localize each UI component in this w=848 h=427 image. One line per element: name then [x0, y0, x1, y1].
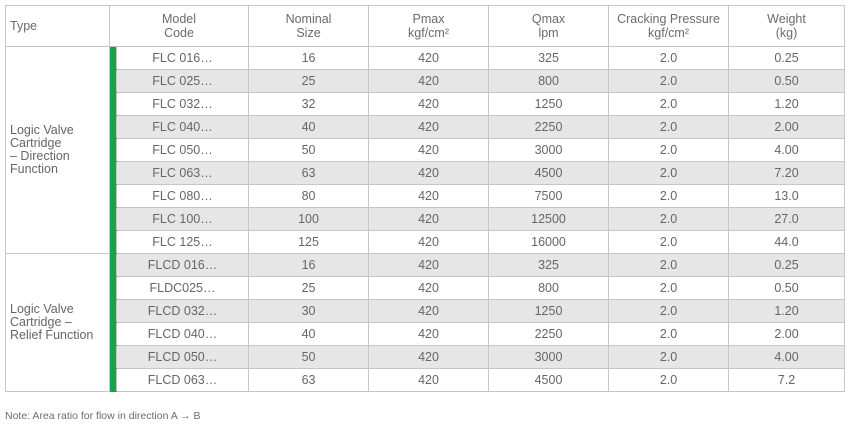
nominal-size-cell: 30	[249, 300, 369, 323]
pmax-cell: 420	[369, 254, 489, 277]
model-code-cell: FLDC025…	[117, 277, 249, 300]
table-row	[6, 93, 845, 116]
model-code-cell: FLC 063…	[117, 162, 249, 185]
qmax-cell: 2250	[489, 116, 609, 139]
green-accent-bar	[110, 254, 117, 277]
cracking-pressure-cell: 2.0	[609, 369, 729, 392]
table-row	[6, 369, 845, 392]
weight-cell: 7.20	[729, 162, 845, 185]
cracking-pressure-cell: 2.0	[609, 277, 729, 300]
green-accent-bar	[110, 93, 117, 116]
cracking-pressure-cell: 2.0	[609, 323, 729, 346]
pmax-cell: 420	[369, 323, 489, 346]
table-row	[6, 254, 845, 277]
pmax-cell: 420	[369, 369, 489, 392]
green-accent-bar	[110, 116, 117, 139]
table-row	[6, 300, 845, 323]
table-row	[6, 208, 845, 231]
cracking-pressure-cell: 2.0	[609, 139, 729, 162]
weight-cell: 7.2	[729, 369, 845, 392]
green-accent-bar	[110, 300, 117, 323]
table-row	[6, 323, 845, 346]
green-accent-bar	[110, 139, 117, 162]
type-header: Type	[6, 6, 110, 47]
model-code-cell: FLCD 016…	[117, 254, 249, 277]
nominal-size-cell: 25	[249, 277, 369, 300]
green-accent-bar	[110, 70, 117, 93]
cracking-pressure-cell: 2.0	[609, 231, 729, 254]
qmax-cell: 800	[489, 277, 609, 300]
green-accent-bar	[110, 323, 117, 346]
model-code-cell: FLC 050…	[117, 139, 249, 162]
qmax-cell: 2250	[489, 323, 609, 346]
qmax-cell: 1250	[489, 93, 609, 116]
qmax-cell: 1250	[489, 300, 609, 323]
model-code-cell: FLC 016…	[117, 47, 249, 70]
weight-cell: 0.50	[729, 70, 845, 93]
pmax-cell: 420	[369, 300, 489, 323]
nominal-size-cell: 80	[249, 185, 369, 208]
nominal-size-header: Nominal Size	[249, 6, 369, 47]
weight-cell: 13.0	[729, 185, 845, 208]
model-code-header: Model Code	[110, 6, 249, 47]
pmax-cell: 420	[369, 162, 489, 185]
qmax-cell: 4500	[489, 369, 609, 392]
cracking-pressure-cell: 2.0	[609, 346, 729, 369]
nominal-size-cell: 16	[249, 47, 369, 70]
nominal-size-cell: 63	[249, 162, 369, 185]
cracking-pressure-header: Cracking Pressure kgf/cm²	[609, 6, 729, 47]
cracking-pressure-cell: 2.0	[609, 300, 729, 323]
nominal-size-cell: 100	[249, 208, 369, 231]
pmax-cell: 420	[369, 277, 489, 300]
qmax-cell: 325	[489, 47, 609, 70]
qmax-cell: 16000	[489, 231, 609, 254]
model-code-cell: FLC 032…	[117, 93, 249, 116]
table-row	[6, 139, 845, 162]
model-code-cell: FLC 025…	[117, 70, 249, 93]
pmax-cell: 420	[369, 346, 489, 369]
qmax-cell: 12500	[489, 208, 609, 231]
green-accent-bar	[110, 208, 117, 231]
footnote: Note: Area ratio for flow in direction A → B	[5, 410, 201, 422]
green-accent-bar	[110, 231, 117, 254]
table-row	[6, 162, 845, 185]
qmax-cell: 800	[489, 70, 609, 93]
nominal-size-cell: 40	[249, 323, 369, 346]
table-row	[6, 277, 845, 300]
table-row	[6, 346, 845, 369]
weight-cell: 1.20	[729, 93, 845, 116]
qmax-cell: 3000	[489, 139, 609, 162]
weight-cell: 27.0	[729, 208, 845, 231]
cracking-pressure-cell: 2.0	[609, 208, 729, 231]
nominal-size-cell: 40	[249, 116, 369, 139]
table-row	[6, 116, 845, 139]
pmax-cell: 420	[369, 208, 489, 231]
weight-cell: 0.25	[729, 254, 845, 277]
pmax-cell: 420	[369, 139, 489, 162]
model-code-cell: FLC 100…	[117, 208, 249, 231]
weight-cell: 0.25	[729, 47, 845, 70]
table-body	[6, 47, 845, 392]
nominal-size-cell: 125	[249, 231, 369, 254]
green-accent-bar	[110, 47, 117, 70]
nominal-size-cell: 63	[249, 369, 369, 392]
qmax-cell: 7500	[489, 185, 609, 208]
model-code-cell: FLCD 063…	[117, 369, 249, 392]
pmax-cell: 420	[369, 70, 489, 93]
weight-cell: 4.00	[729, 139, 845, 162]
qmax-cell: 325	[489, 254, 609, 277]
weight-header: Weight (kg)	[729, 6, 845, 47]
nominal-size-cell: 25	[249, 70, 369, 93]
qmax-cell: 3000	[489, 346, 609, 369]
table-row	[6, 231, 845, 254]
qmax-cell: 4500	[489, 162, 609, 185]
pmax-cell: 420	[369, 47, 489, 70]
pmax-cell: 420	[369, 116, 489, 139]
cracking-pressure-cell: 2.0	[609, 116, 729, 139]
model-code-cell: FLC 125…	[117, 231, 249, 254]
model-code-cell: FLCD 032…	[117, 300, 249, 323]
table-row	[6, 185, 845, 208]
weight-cell: 1.20	[729, 300, 845, 323]
nominal-size-cell: 50	[249, 139, 369, 162]
pmax-cell: 420	[369, 93, 489, 116]
cracking-pressure-cell: 2.0	[609, 162, 729, 185]
nominal-size-cell: 50	[249, 346, 369, 369]
table-row	[6, 70, 845, 93]
weight-cell: 4.00	[729, 346, 845, 369]
type-cell: Logic Valve Cartridge – Direction Function	[6, 47, 110, 254]
model-code-cell: FLCD 050…	[117, 346, 249, 369]
green-accent-bar	[110, 277, 117, 300]
qmax-header: Qmax lpm	[489, 6, 609, 47]
table-row	[6, 47, 845, 70]
pmax-cell: 420	[369, 185, 489, 208]
weight-cell: 2.00	[729, 323, 845, 346]
weight-cell: 0.50	[729, 277, 845, 300]
cracking-pressure-cell: 2.0	[609, 47, 729, 70]
cracking-pressure-cell: 2.0	[609, 70, 729, 93]
model-code-cell: FLC 040…	[117, 116, 249, 139]
pmax-cell: 420	[369, 231, 489, 254]
weight-cell: 44.0	[729, 231, 845, 254]
cracking-pressure-cell: 2.0	[609, 254, 729, 277]
cracking-pressure-cell: 2.0	[609, 93, 729, 116]
green-accent-bar	[110, 346, 117, 369]
header-row	[6, 6, 845, 47]
green-accent-bar	[110, 369, 117, 392]
model-code-cell: FLC 080…	[117, 185, 249, 208]
green-accent-bar	[110, 162, 117, 185]
type-cell: Logic Valve Cartridge – Relief Function	[6, 254, 110, 392]
nominal-size-cell: 16	[249, 254, 369, 277]
pmax-header: Pmax kgf/cm²	[369, 6, 489, 47]
weight-cell: 2.00	[729, 116, 845, 139]
nominal-size-cell: 32	[249, 93, 369, 116]
model-code-cell: FLCD 040…	[117, 323, 249, 346]
green-accent-bar	[110, 185, 117, 208]
cracking-pressure-cell: 2.0	[609, 185, 729, 208]
spec-table	[5, 5, 845, 392]
